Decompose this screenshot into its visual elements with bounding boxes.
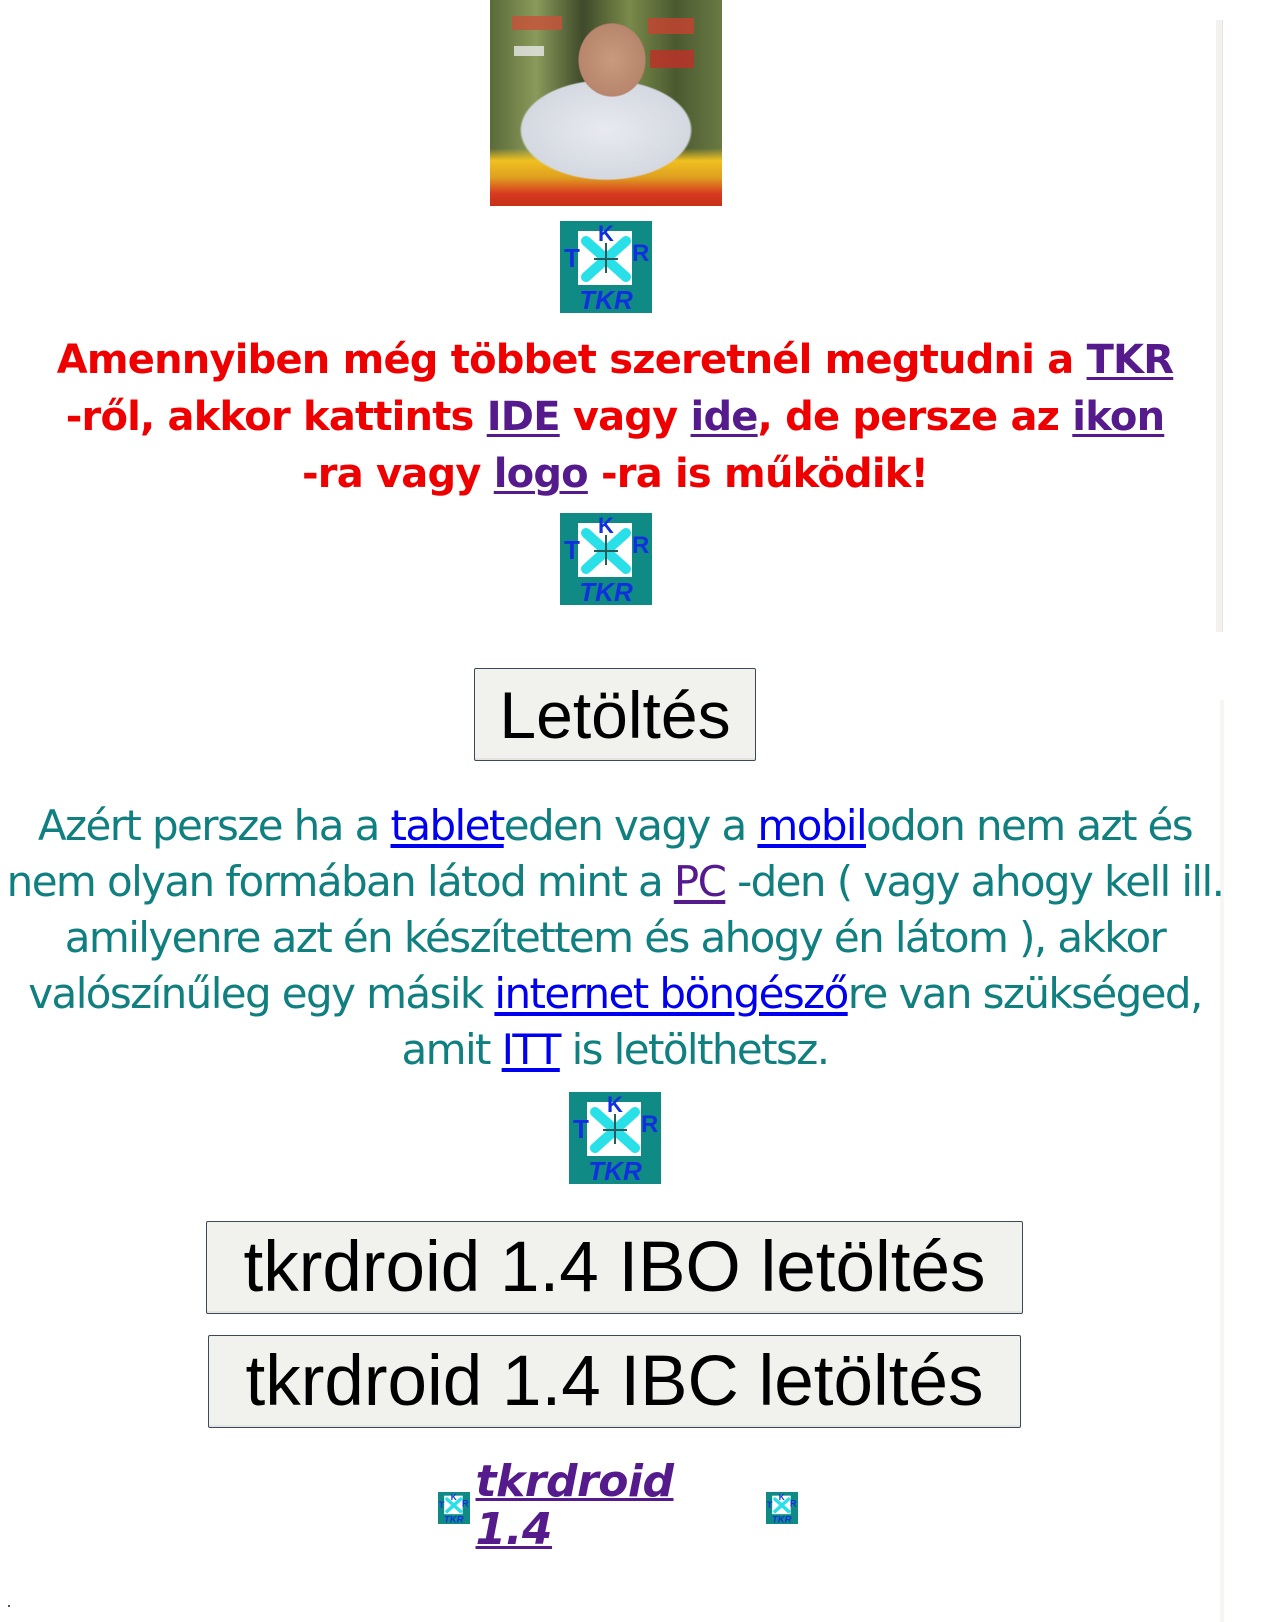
tkr-icon-graphic [560, 221, 652, 313]
link-logo[interactable]: logo [493, 451, 588, 497]
link-mobil[interactable]: mobil [757, 801, 867, 850]
photo-overlay-badge [650, 50, 694, 68]
tkr-icon-graphic [569, 1092, 661, 1184]
svg-text:R: R [641, 1111, 659, 1138]
headline [0, 332, 1230, 503]
link-ide-lower[interactable]: ide [690, 394, 758, 440]
tkr-logo-icon[interactable] [569, 1092, 661, 1184]
tkr-icon-graphic [560, 513, 652, 605]
download-ibc-button[interactable]: tkrdroid 1.4 IBC letöltés [208, 1335, 1021, 1428]
svg-text:K: K [607, 1092, 623, 1117]
headline-text: -ra is működik! [587, 451, 929, 497]
headline-text: Amennyiben még többet szeretnél megtudni a [56, 337, 1087, 383]
tkrdroid-link[interactable]: tkrdroid 1.4 [475, 1456, 674, 1555]
photo-overlay-badge [648, 18, 694, 34]
link-ide-upper[interactable]: IDE [486, 394, 560, 440]
tkrdroid-link-row [438, 1456, 798, 1555]
tkr-mini-icon [766, 1492, 798, 1524]
svg-text:T: T [438, 1500, 445, 1511]
svg-text:R: R [632, 240, 650, 267]
svg-text:TKR: TKR [579, 285, 633, 313]
headline-text: , de persze az [757, 394, 1073, 440]
svg-text:R: R [632, 532, 650, 559]
link-pc[interactable]: PC [673, 857, 726, 906]
headline-text: vagy [559, 394, 691, 440]
svg-text:T: T [564, 243, 580, 273]
svg-text:K: K [598, 221, 614, 246]
photo-overlay-badge [512, 16, 562, 30]
photo-overlay-badge [514, 46, 544, 56]
headline-text: -ra vagy [301, 451, 494, 497]
link-tablet[interactable]: tablet [390, 801, 504, 850]
paragraph-text: is letölthetsz. [559, 1025, 829, 1074]
tkr-logo-icon[interactable] [560, 221, 652, 313]
paragraph-text: -den ( vagy ahogy kell ill. amilyenre azt én készítettem és ahogy én látom ), akkor valószínűleg egy másik [28, 857, 1224, 1018]
svg-text:R: R [790, 1498, 797, 1509]
paragraph-text: re van szükséged, amit [401, 969, 1202, 1074]
scrollbar-track[interactable] [1216, 20, 1223, 632]
headline-text: -ről, akkor kattints [65, 394, 487, 440]
svg-text:K: K [779, 1492, 786, 1502]
link-ikon[interactable]: ikon [1072, 394, 1165, 440]
svg-text:T: T [573, 1114, 589, 1144]
svg-text:TKR: TKR [588, 1156, 642, 1184]
tkr-mini-icon [438, 1492, 470, 1524]
tkr-logo-icon[interactable] [560, 513, 652, 605]
link-internet-browser[interactable]: internet böngésző [494, 969, 848, 1018]
download-ibo-button[interactable]: tkrdroid 1.4 IBO letöltés [206, 1221, 1023, 1314]
stray-dot [8, 1605, 10, 1607]
svg-text:TKR: TKR [579, 577, 633, 605]
paragraph-text: odon nem azt és nem olyan formában látod mint a [6, 801, 1193, 906]
svg-text:K: K [598, 513, 614, 538]
svg-text:K: K [450, 1492, 457, 1502]
link-itt[interactable]: ITT [501, 1025, 560, 1074]
paragraph-text: Azért persze ha a [37, 801, 391, 850]
svg-text:R: R [461, 1498, 469, 1509]
svg-text:TKR: TKR [443, 1514, 464, 1524]
paragraph-text: eden vagy a [503, 801, 758, 850]
svg-text:T: T [564, 535, 580, 565]
browser-info-paragraph [0, 798, 1230, 1078]
download-button[interactable]: Letöltés [474, 668, 756, 761]
svg-text:T: T [767, 1500, 774, 1511]
author-photo [490, 0, 722, 206]
link-tkr[interactable]: TKR [1086, 337, 1174, 383]
svg-text:TKR: TKR [772, 1514, 793, 1524]
